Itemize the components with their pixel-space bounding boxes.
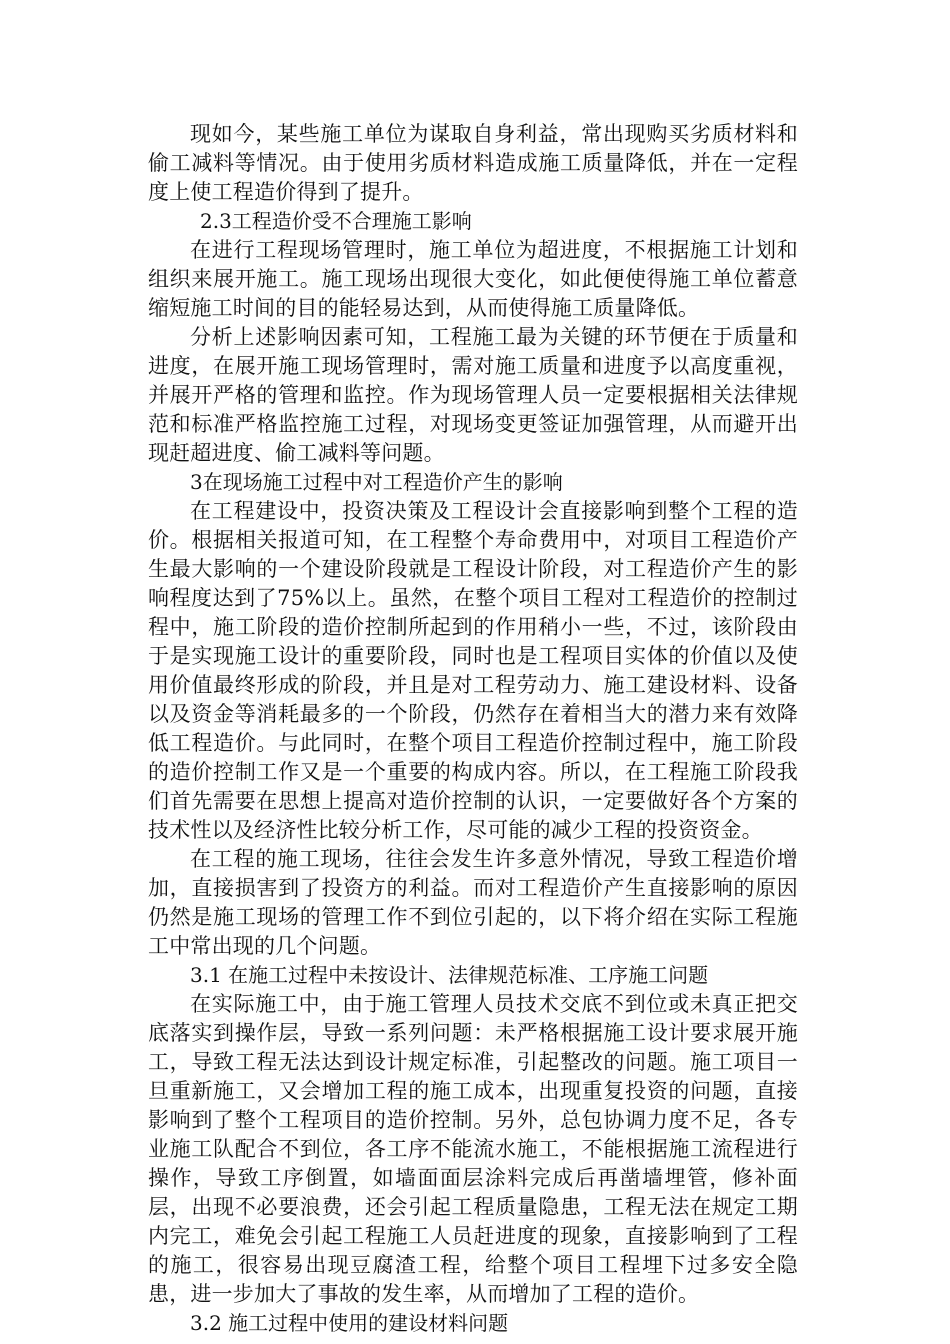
section-heading-3-2: 3.2 施工过程中使用的建设材料问题: [190, 1311, 509, 1335]
paragraph-material-quality: 现如今，某些施工单位为谋取自身利益，常出现购买劣质材料和偷工减料等情况。由于使用劣质材料造成施工质量降低，并在一定程度上使工程造价得到了提升。: [148, 122, 798, 204]
paragraph-analysis-summary: 分析上述影响因素可知，工程施工最为关键的环节便在于质量和进度，在展开施工现场管理时，需对施工质量和进度予以高度重视，并展开严格的管理和监控。作为现场管理人员一定要根据相关法律规范和标准严格监控施工过程，对现场变更签证加强管理，从而避开出现赶超进度、偷工减料等问题。: [148, 325, 798, 465]
section-heading-3-1: 3.1 在施工过程中未按设计、法律规范标准、工序施工问题: [190, 963, 709, 987]
paragraph-construction-stage-cost: 在工程建设中，投资决策及工程设计会直接影响到整个工程的造价。根据相关报道可知，在工程整个寿命费用中，对项目工程造价产生最大影响的一个建设阶段就是工程设计阶段，对工程造价产生的影响程度达到了75%以上。虽然，在整个项目工程对工程造价的控制过程中，施工阶段的造价控制所起到的作用稍小一些，不过，该阶段由于是实现施工设计的重要阶段，同时也是工程项目实体的价值以及使用价值最终形成的阶段，并且是对工程劳动力、施工建设材料、设备以及资金等消耗最多的一个阶段，仍然存在着相当大的潜力来有效降低工程造价。与此同时，在整个项目工程造价控制过程中，施工阶段的造价控制工作又是一个重要的构成内容。所以，在工程施工阶段我们首先需要在思想上提高对造价控制的认识，一定要做好各个方案的技术性以及经济性比较分析工作，尽可能的减少工程的投资资金。: [148, 499, 798, 842]
paragraph-unreasonable-construction: 在进行工程现场管理时，施工单位为超进度，不根据施工计划和组织来展开施工。施工现场出现很大变化，如此便使得施工单位蓄意缩短施工时间的目的能轻易达到，从而使得施工质量降低。: [148, 238, 798, 320]
section-heading-3: 3在现场施工过程中对工程造价产生的影响: [190, 470, 563, 494]
section-heading-2-3: 2.3工程造价受不合理施工影响: [200, 209, 472, 233]
document-page: [148, 120, 798, 1338]
paragraph-design-standards-issues: 在实际施工中，由于施工管理人员技术交底不到位或未真正把交底落实到操作层，导致一系列问题：未严格根据施工设计要求展开施工，导致工程无法达到设计规定标准，引起整改的问题。施工项目一旦重新施工，又会增加工程的施工成本，出现重复投资的问题，直接影响到了整个工程项目的造价控制。另外，总包协调力度不足，各专业施工队配合不到位，各工序不能流水施工，不能根据施工流程进行操作，导致工序倒置，如墙面面层涂料完成后再凿墙埋管，修补面层，出现不必要浪费，还会引起工程质量隐患，工程无法在规定工期内完工，难免会引起工程施工人员赶进度的现象，直接影响到了工程的施工，很容易出现豆腐渣工程，给整个项目工程埋下过多安全隐患，进一步加大了事故的发生率，从而增加了工程的造价。: [148, 992, 798, 1306]
paragraph-site-accidents: 在工程的施工现场，往往会发生许多意外情况，导致工程造价增加，直接损害到了投资方的利益。而对工程造价产生直接影响的原因仍然是施工现场的管理工作不到位引起的，以下将介绍在实际工程施工中常出现的几个问题。: [148, 847, 798, 958]
